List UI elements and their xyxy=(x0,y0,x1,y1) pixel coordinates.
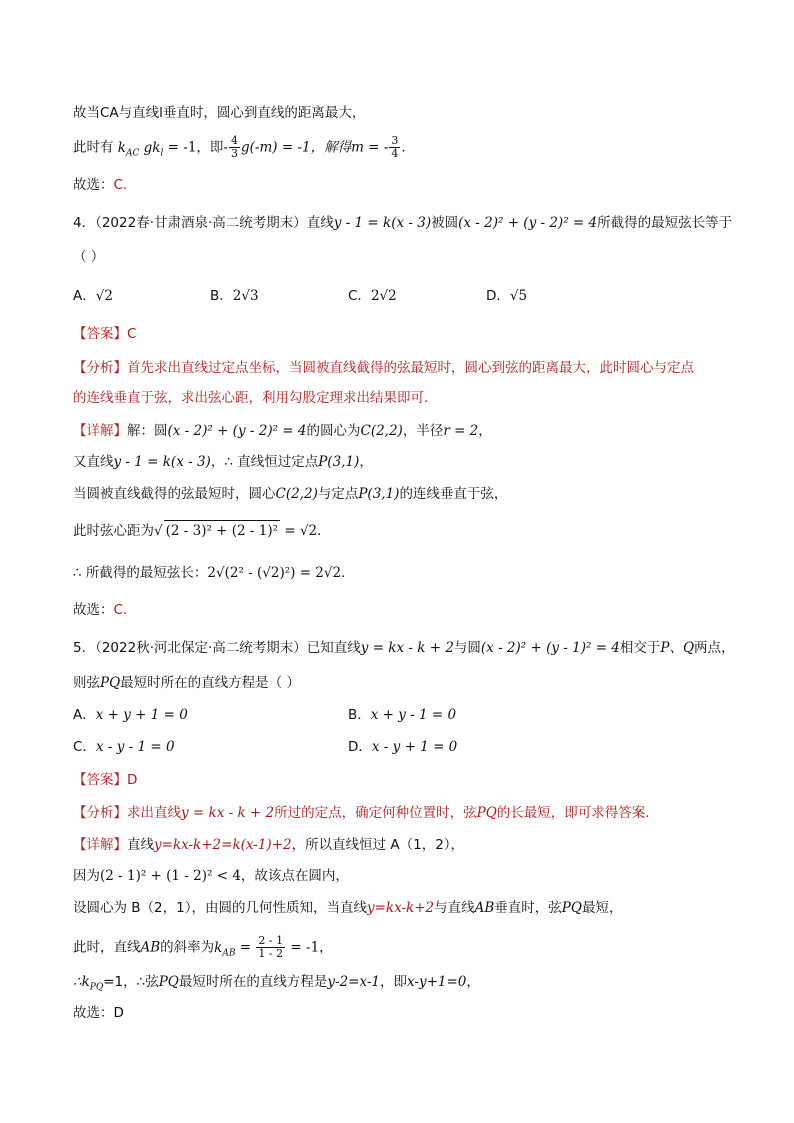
result-m: m = - xyxy=(351,139,389,156)
q5-stem-1: 5．（2022秋·河北保定·高二统考期末）已知直线y = kx - k + 2与圆(x - 2)² + (y - 1)² = 4相交于P、Q两点， xyxy=(73,640,735,656)
answer-value: D xyxy=(113,1005,124,1021)
text: 所截得的最短弦长等于 xyxy=(597,215,733,231)
q4-stem xyxy=(73,213,732,233)
answer-tag: 【答案】 xyxy=(73,772,127,788)
q4-detail-2: 又直线y - 1 = k(x - 3)，∴ 直线恒过定点P(3,1)， xyxy=(73,454,373,470)
q4-answer xyxy=(73,324,136,344)
q5-final: 故选：D xyxy=(73,1005,124,1021)
inequality: (2 - 1)² + (1 - 2)² < 4 xyxy=(100,868,241,884)
answer-value: D xyxy=(127,772,138,788)
sqrt-symbol: √ xyxy=(154,523,163,539)
q4-option-d: D．√5 xyxy=(486,288,528,304)
result-equation: x-y+1=0 xyxy=(407,974,467,990)
formula-kac: $k_{AC}$ $gk_l$ xyxy=(117,139,164,159)
text: 首先求出直线过定点坐标，当圆被直线截得的弦最短时，圆心到弦的距离最大，此时圆心与定点 xyxy=(127,360,694,376)
q4-detail-5: ∴ 所截得的最短弦长：2√(2² - (√2)²) = 2√2． xyxy=(73,565,355,581)
q5-detail-2: 因为(2 - 1)² + (1 - 2)² < 4，故该点在圆内， xyxy=(73,868,349,884)
chord-length: 2√(2² - (√2)²) = 2√2． xyxy=(207,565,355,581)
line-ab: AB xyxy=(140,939,161,956)
q5-detail-1: 【详解】直线y=kx-k+2=k(x-1)+2，所以直线恒过 A（1，2）， xyxy=(73,837,465,853)
analysis-tag: 【分析】 xyxy=(73,360,127,376)
q4-final: 故选：C． xyxy=(73,602,137,618)
equation: y - 1 = k(x - 3) xyxy=(333,215,432,231)
q5-detail-5: $\therefore k_{PQ}=1$，∴弦PQ最短时所在的直线方程是y-2=x-1，即x-y+1=0， xyxy=(73,974,480,993)
center-point: C(2,2) xyxy=(275,486,318,502)
radius: r = 2 xyxy=(443,423,479,439)
q4-analysis-2 xyxy=(73,388,438,408)
equation: y=kx-k+2 xyxy=(366,900,435,916)
analysis-tag: 【分析】 xyxy=(73,805,127,821)
sqrt-expression: (2 - 3)² + (2 - 1)² xyxy=(164,520,280,541)
detail-tag: 【详解】 xyxy=(73,423,127,439)
text: 此时有 xyxy=(73,139,114,156)
q5-option-c: C．x - y - 1 = 0 xyxy=(73,739,175,755)
blank: （ ） xyxy=(73,249,105,265)
text: = -1，即- xyxy=(163,139,228,156)
slope-kab: $k_{AB}$ xyxy=(214,939,236,959)
q5-detail-3: 设圆心为 B（2，1），由圆的几何性质知，当直线y=kx-k+2与直线AB垂直时，弦PQ最短， xyxy=(73,900,623,916)
q4-option-a: A．√2 xyxy=(73,288,113,304)
center-point: C(2,2) xyxy=(360,423,403,439)
text: g(-m) = -1，解得 xyxy=(241,139,352,156)
part1-line1 xyxy=(73,103,365,123)
q5-option-d: D．x - y + 1 = 0 xyxy=(348,739,458,755)
q4-paren xyxy=(73,247,104,267)
slope-kpq: ∴k xyxy=(73,974,90,990)
equation: (x - 2)² + (y - 2)² = 4 xyxy=(167,423,307,439)
q5-answer xyxy=(73,770,137,790)
q5-option-b: B．x + y - 1 = 0 xyxy=(348,707,457,723)
q4-detail-4: 此时弦心距为√ (2 - 3)² + (2 - 1)² = √2． xyxy=(73,520,331,541)
fraction-3-4: $\frac{3}{4}$ xyxy=(391,134,399,160)
slope-fraction: $\frac{2 - 1}{1 - 2}$ xyxy=(258,934,284,960)
q4-analysis-1 xyxy=(73,358,694,378)
q4-option-c: C．2√2 xyxy=(348,288,397,304)
answer-value: C. xyxy=(113,177,128,193)
chord-pq: PQ xyxy=(561,900,582,916)
text: 故当CA与直线l垂直时，圆心到直线的距离最大， xyxy=(73,105,366,121)
equation: y = kx - k + 2 xyxy=(181,805,275,821)
q4-detail-3: 当圆被直线截得的弦最短时，圆心C(2,2)与定点P(3,1)的连线垂直于弦， xyxy=(73,486,508,502)
text: 4．（2022春·甘肃酒泉·高二统考期末）直线 xyxy=(73,215,334,231)
q5-stem-2: 则弦PQ最短时所在的直线方程是（ ） xyxy=(73,675,300,691)
detail-tag: 【详解】 xyxy=(73,837,127,853)
chord-pq: PQ xyxy=(476,805,497,821)
q5-detail-4: 此时，直线AB的斜率为$k_{AB}$ = $\frac{2 - 1}{1 - 2}$ = -1， xyxy=(73,934,333,960)
part1-line2: 此时有 $k_{AC}$ $gk_l = -1$，即- $\frac{4}{3}$ g(-m) = -1，解得m = - $\frac{3}{4}$ . xyxy=(73,134,406,160)
points-pq: P、Q xyxy=(660,640,695,656)
q5-analysis: 【分析】求出直线y = kx - k + 2所过的定点，确定何种位置时，弦PQ的长最短，即可求得答案. xyxy=(73,805,650,821)
answer-tag: 【答案】 xyxy=(73,326,127,342)
equation: y-2=x-1 xyxy=(327,974,380,990)
answer-value: C xyxy=(127,326,137,342)
q5-option-a: A．x + y + 1 = 0 xyxy=(73,707,188,723)
chord-pq: PQ xyxy=(158,974,179,990)
equation: (x - 2)² + (y - 1)² = 4 xyxy=(480,640,620,656)
fraction-4-3: $\frac{4}{3}$ xyxy=(231,134,238,160)
equation: y - 1 = k(x - 3) xyxy=(113,454,211,470)
equation: y = kx - k + 2 xyxy=(360,640,454,656)
equation: y=kx-k+2=k(x-1)+2 xyxy=(154,837,292,853)
fixed-point: P(3,1) xyxy=(318,454,360,470)
answer-value: C． xyxy=(113,602,137,618)
answer-label: 故选： xyxy=(73,177,114,193)
q4-detail-1: 【详解】解：圆(x - 2)² + (y - 2)² = 4的圆心为C(2,2)，半径r = 2， xyxy=(73,423,492,439)
fixed-point: P(3,1) xyxy=(358,486,400,502)
equation: (x - 2)² + (y - 2)² = 4 xyxy=(458,215,598,231)
line-ab: AB xyxy=(474,900,495,916)
text: 的连线垂直于弦，求出弦心距，利用勾股定理求出结果即可． xyxy=(73,390,438,406)
q4-option-b: B．2√3 xyxy=(210,288,259,304)
text: 被圆 xyxy=(431,215,459,231)
chord-pq: PQ xyxy=(100,675,121,691)
part1-answer xyxy=(73,175,127,195)
